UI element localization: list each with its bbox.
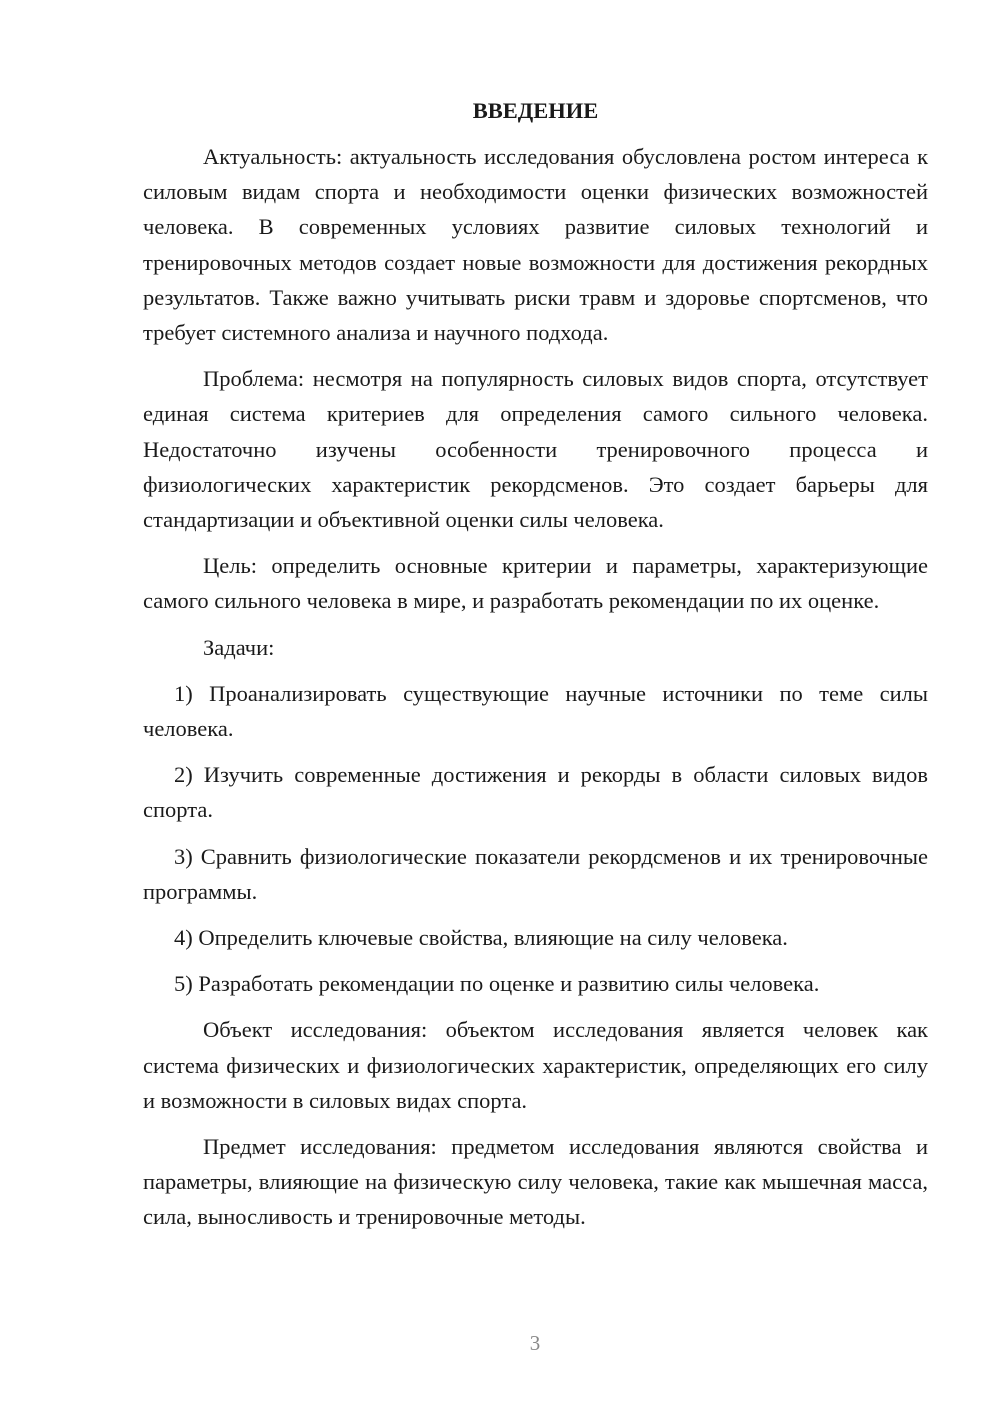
document-page xyxy=(143,96,928,1246)
task-item-1: 1) Проанализировать существующие научные источники по теме силы человека. xyxy=(143,680,928,742)
paragraph-subject: Предмет исследования: предметом исследования являются свойства и параметры, влияющие на физическую силу человека, такие как мышечная масса, сила, выносливость и тренировочные методы. xyxy=(143,1134,928,1230)
task-item-3: 3) Сравнить физиологические показатели рекордсменов и их тренировочные программы. xyxy=(143,843,928,904)
section-heading: ВВЕДЕНИЕ xyxy=(472,98,599,123)
paragraph-problem: Проблема: несмотря на популярность силовых видов спорта, отсутствует единая система критериев для определения самого сильного человека. Недостаточно изучены особенности тренировочного процесса и физиологических характеристик рекордсменов. Это создает барьеры для стандартизации и объективной оценки силы человека. xyxy=(143,366,928,533)
paragraph-goal: Цель: определить основные критерии и параметры, характеризующие самого сильного человека в мире, и разработать рекомендации по их оценке. xyxy=(143,553,928,614)
paragraph-relevance: Актуальность: актуальность исследования обусловлена ростом интереса к силовым видам спорта и необходимости оценки физических возможностей человека. В современных условиях развитие силовых технологий и тренировочных методов создает новые возможности для достижения рекордных результатов. Также важно учитывать риски травм и здоровье спортсменов, что требует системного анализа и научного подхода. xyxy=(143,144,928,346)
paragraph-tasks-label: Задачи: xyxy=(203,634,275,660)
task-item-4: 4) Определить ключевые свойства, влияющие на силу человека. xyxy=(174,925,788,951)
task-item-5: 5) Разработать рекомендации по оценке и развитию силы человека. xyxy=(174,971,820,997)
task-item-2: 2) Изучить современные достижения и рекорды в области силовых видов спорта. xyxy=(143,762,928,823)
paragraph-object: Объект исследования: объектом исследования является человек как система физических и физиологических характеристик, определяющих его силу и возможности в силовых видах спорта. xyxy=(143,1017,928,1113)
page-number: 3 xyxy=(529,1331,541,1355)
